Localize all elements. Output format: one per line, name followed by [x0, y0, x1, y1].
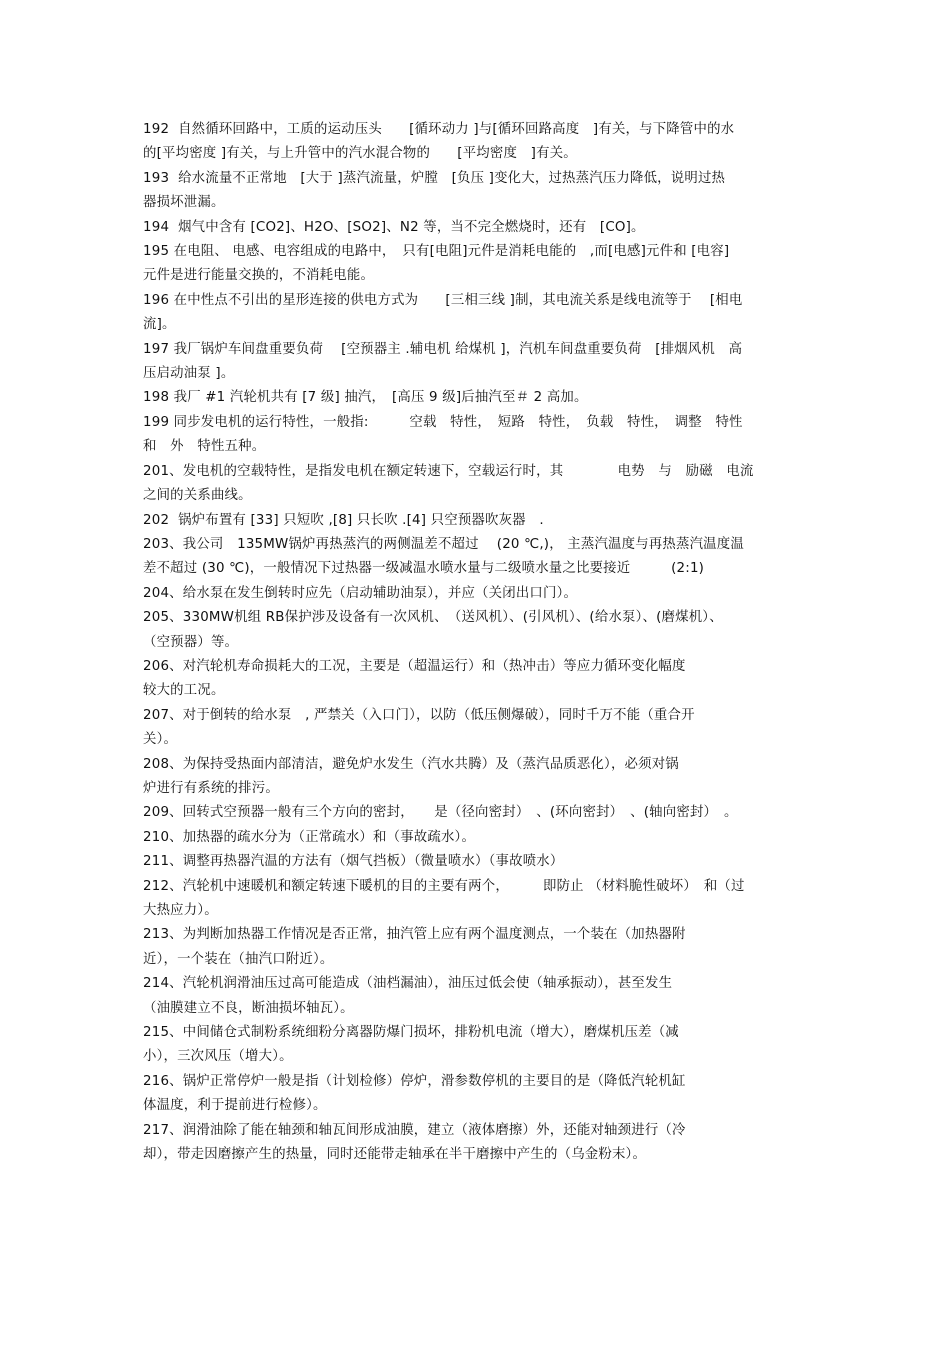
- question-198: 198 我厂 #1 汽轮机共有 [7 级] 抽汽， [高压 9 级]后抽汽至＃ 2 高加。: [143, 390, 588, 406]
- question-216: 216、锅炉正常停炉一般是指（计划检修）停炉，滑参数停机的主要目的是（降低汽轮机缸 体温度，利于提前进行检修）。: [143, 1073, 686, 1114]
- question-214: 214、汽轮机润滑油压过高可能造成（油档漏油），油压过低会使（轴承振动），甚至发生 （油膜建立不良，断油损坏轴瓦）。: [143, 976, 673, 1016]
- question-201: 201、发电机的空载特性，是指发电机在额定转速下，空载运行时，其 电势 与 励磁 电流 之间的关系曲线。: [143, 463, 754, 504]
- question-192: 192 自然循环回路中，工质的运动压头 [循环动力 ]与[循环回路高度 ]有关，与下降管中的水 的[平均密度 ]有关，与上升管中的汽水混合物的 [平均密度 ]有关。: [143, 122, 735, 162]
- question-217: 217、润滑油除了能在轴颈和轴瓦间形成油膜，建立（液体磨擦）外，还能对轴颈进行（冷 却），带走因磨擦产生的热量，同时还能带走轴承在半干磨擦中产生的（乌金粉末）。: [143, 1122, 686, 1163]
- question-206: 206、对汽轮机寿命损耗大的工况，主要是（超温运行）和（热冲击）等应力循环变化幅度 较大的工况。: [143, 658, 686, 699]
- question-213: 213、为判断加热器工作情况是否正常，抽汽管上应有两个温度测点，一个装在（加热器附 近），一个装在（抽汽口附近）。: [143, 927, 686, 967]
- question-212: 212、汽轮机中速暖机和额定转速下暖机的目的主要有两个， 即防止 （材料脆性破坏） 和（过 大热应力）。: [143, 878, 745, 918]
- question-203: 203、我公司 135MW锅炉再热蒸汽的两侧温差不超过 (20 ℃,)， 主蒸汽温度与再热蒸汽温度温 差不超过 (30 ℃)，一般情况下过热器一级减温水喷水量与二级喷水量之比要接近 (2:1): [143, 536, 744, 577]
- question-196: 196 在中性点不引出的星形连接的供电方式为 [三相三线 ]制，其电流关系是线电流等于 [相电 流]。: [143, 292, 743, 333]
- question-205: 205、330MW机组 RB保护涉及设备有一次风机、 （送风机）、(引风机）、(给水泵）、(磨煤机）、 （空预器）等。: [143, 610, 723, 650]
- question-211: 211、调整再热器汽温的方法有（烟气挡板）（微量喷水）（事故喷水）: [143, 854, 564, 870]
- question-209: 209、回转式空预器一般有三个方向的密封， 是（径向密封） 、(环向密封） 、(轴向密封） 。: [143, 805, 738, 821]
- question-215: 215、中间储仓式制粉系统细粉分离器防爆门损坏，排粉机电流（增大），磨煤机压差（减 小），三次风压（增大）。: [143, 1025, 679, 1065]
- question-210: 210、加热器的疏水分为（正常疏水）和（事故疏水）。: [143, 829, 476, 845]
- question-199: 199 同步发电机的运行特性，一般指: 空载 特性， 短路 特性， 负载 特性， 调整 特性 和 外 特性五种。: [143, 414, 743, 455]
- question-193: 193 给水流量不正常地 [大于 ]蒸汽流量，炉膛 [负压 ]变化大，过热蒸汽压力降低，说明过热 器损坏泄漏。: [143, 170, 726, 211]
- question-list: [143, 118, 813, 1167]
- question-197: 197 我厂锅炉车间盘重要负荷 [空预器主 .辅电机 给煤机 ]，汽机车间盘重要负荷 [排烟风机 高 压启动油泵 ]。: [143, 341, 743, 382]
- question-202: 202 锅炉布置有 [33] 只短吹 ,[8] 只长吹 .[4] 只空预器吹灰器 .: [143, 512, 544, 528]
- question-207: 207、对于倒转的给水泵 , 严禁关（入口门），以防（低压侧爆破），同时千万不能（重合开 关）。: [143, 707, 695, 748]
- question-195: 195 在电阻、 电感、电容组成的电路中， 只有[电阻]元件是消耗电能的 ,而[电感]元件和 [电容] 元件是进行能量交换的，不消耗电能。: [143, 244, 730, 284]
- question-204: 204、给水泵在发生倒转时应先（启动辅助油泵），并应（关闭出口门）。: [143, 585, 578, 601]
- question-194: 194 烟气中含有 [CO2]、H2O、[SO2]、N2 等，当不完全燃烧时，还有 [CO]。: [143, 219, 645, 235]
- question-208: 208、为保持受热面内部清洁，避免炉水发生（汽水共腾）及（蒸汽品质恶化），必须对锅 炉进行有系统的排污。: [143, 756, 679, 796]
